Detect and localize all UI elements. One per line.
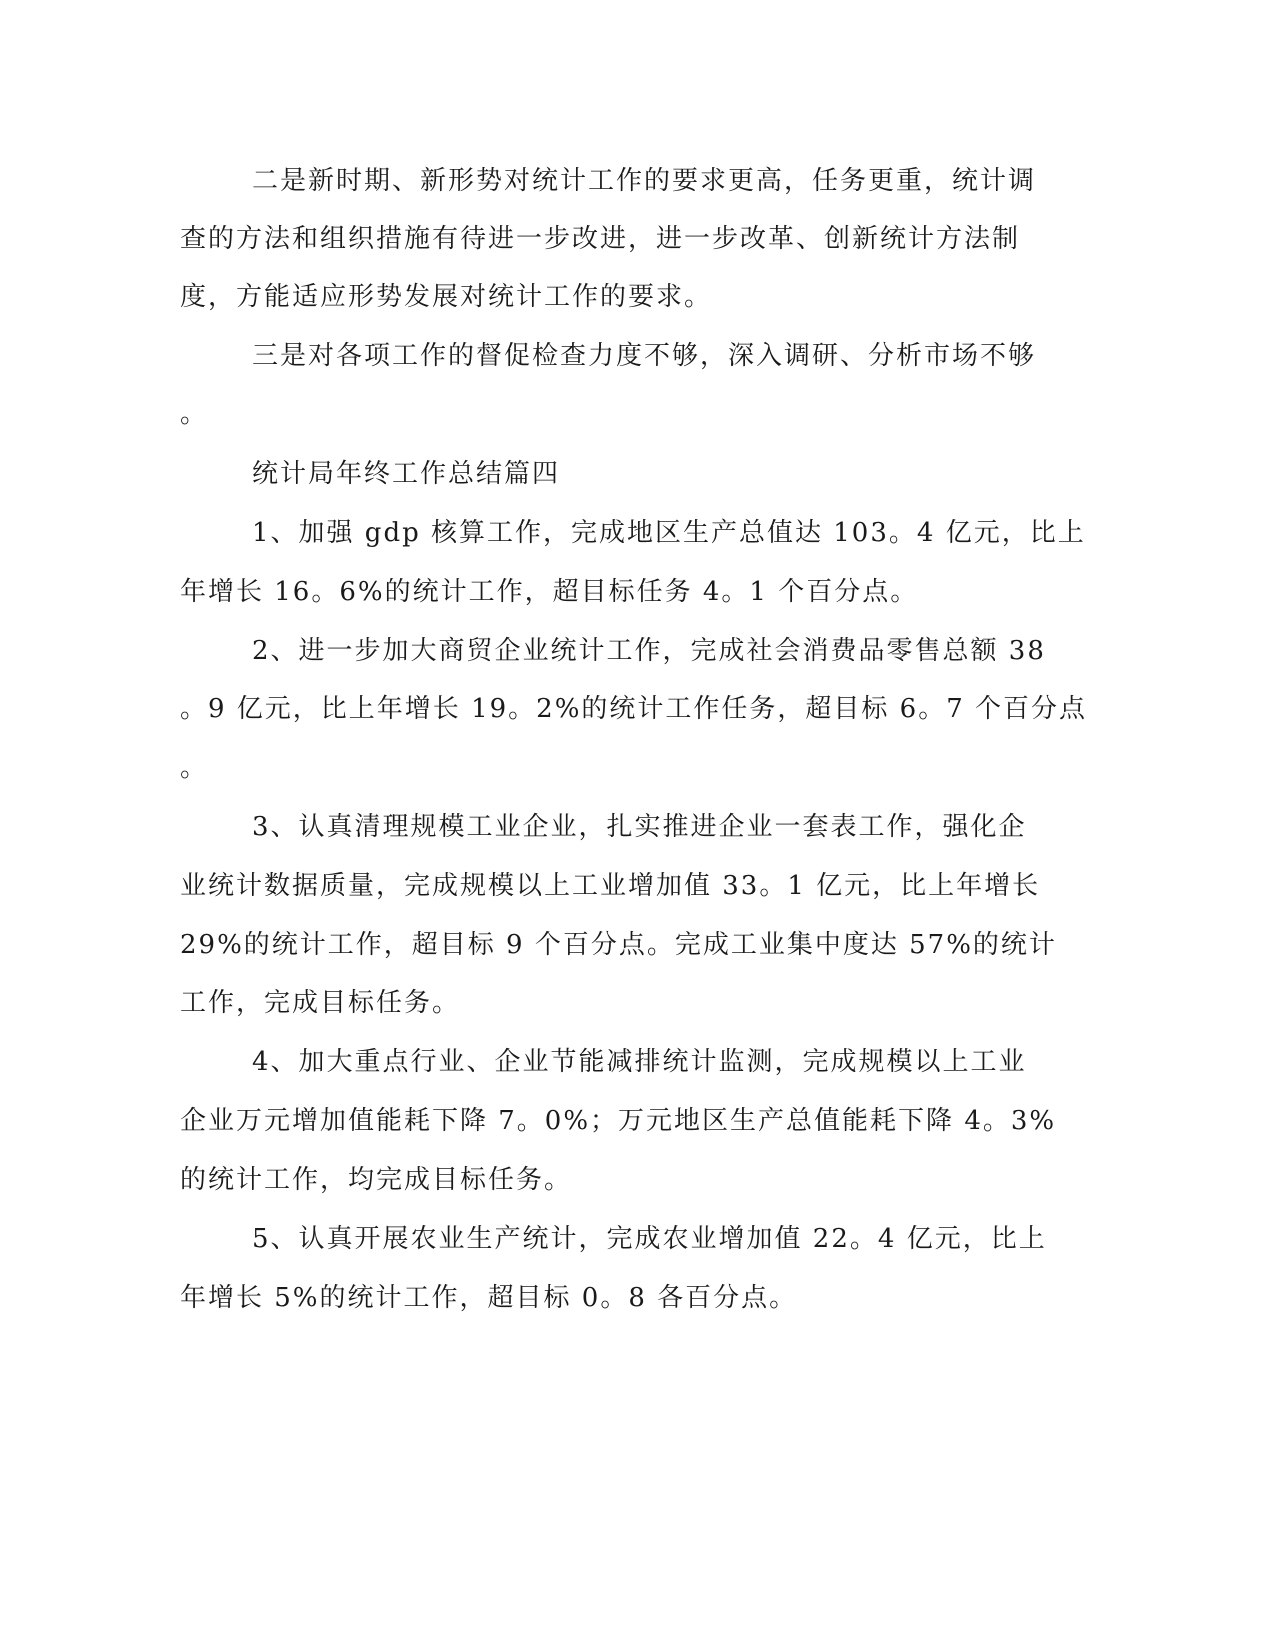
- paragraph-line: 2、进一步加大商贸企业统计工作，完成社会消费品零售总额 38: [252, 636, 1046, 666]
- paragraph-line: 的统计工作，均完成目标任务。: [180, 1165, 573, 1195]
- paragraph-line: 二是新时期、新形势对统计工作的要求更高，任务更重，统计调: [252, 166, 1037, 196]
- paragraph-line: 年增长 16。6%的统计工作，超目标任务 4。1 个百分点。: [180, 577, 919, 607]
- paragraph-line: 。9 亿元，比上年增长 19。2%的统计工作任务，超目标 6。7 个百分点: [180, 694, 1088, 724]
- paragraph-line: 1、加强 gdp 核算工作，完成地区生产总值达 103。4 亿元，比上: [252, 518, 1086, 548]
- paragraph-line: 度，方能适应形势发展对统计工作的要求。: [180, 282, 713, 312]
- paragraph-line: 。: [180, 399, 209, 429]
- paragraph-line: 工作，完成目标任务。: [180, 988, 461, 1018]
- paragraph-line: 29%的统计工作，超目标 9 个百分点。完成工业集中度达 57%的统计: [180, 930, 1057, 960]
- paragraph-line: 业统计数据质量，完成规模以上工业增加值 33。1 亿元，比上年增长: [180, 871, 1041, 901]
- paragraph-line: 企业万元增加值能耗下降 7。0%；万元地区生产总值能耗下降 4。3%: [180, 1106, 1057, 1136]
- paragraph-line: 3、认真清理规模工业企业，扎实推进企业一套表工作，强化企: [252, 812, 1027, 842]
- section-heading: 统计局年终工作总结篇四: [252, 459, 561, 489]
- paragraph-line: 查的方法和组织措施有待进一步改进，进一步改革、创新统计方法制: [180, 224, 1021, 254]
- paragraph-line: 三是对各项工作的督促检查力度不够，深入调研、分析市场不够: [252, 341, 1037, 371]
- paragraph-line: 。: [180, 753, 209, 783]
- paragraph-line: 4、加大重点行业、企业节能减排统计监测，完成规模以上工业: [252, 1047, 1027, 1077]
- paragraph-line: 年增长 5%的统计工作，超目标 0。8 各百分点。: [180, 1283, 798, 1313]
- paragraph-line: 5、认真开展农业生产统计，完成农业增加值 22。4 亿元，比上: [252, 1224, 1047, 1254]
